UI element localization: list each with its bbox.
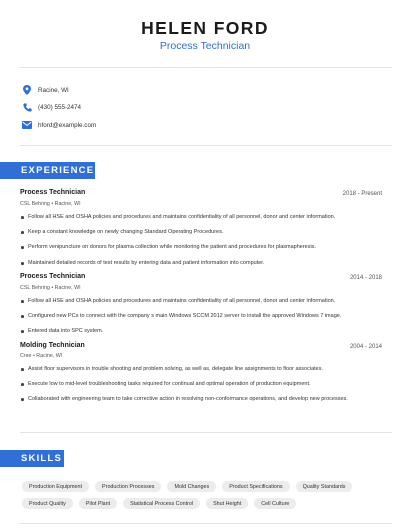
email-icon <box>22 120 32 130</box>
job-2-bullet-text: Follow all HSE and OSHA policies and procedures and maintains confidentiality of all personnel, donor and center information. <box>28 298 336 304</box>
job-2-location: Racine, WI <box>54 285 81 291</box>
job-2-bullet-text: Configured new PCs to connect with the company s main Windows SCCM 2012 server to install the approved Windows 7 image. <box>28 313 342 319</box>
job-2-company: CSL Behring <box>20 285 50 291</box>
divider <box>20 145 392 146</box>
skill-chip: Production Processes <box>95 481 161 492</box>
skill-chip: Mold Changes <box>167 481 216 492</box>
skills-heading: SKILLS <box>0 450 64 467</box>
skill-chip: Product Specifications <box>222 481 289 492</box>
bullet-dot <box>21 368 24 371</box>
job-1-bullet <box>20 213 360 222</box>
divider <box>20 432 392 433</box>
location-pin-icon <box>22 85 32 95</box>
job-3-location: Racine, WI <box>36 353 63 359</box>
contact-phone <box>22 101 81 113</box>
job-3-bullet <box>20 380 360 389</box>
skills-list <box>22 481 397 509</box>
candidate-name: HELEN FORD <box>141 18 269 38</box>
job-3-title: Molding Technician <box>20 342 85 349</box>
bullet-dot <box>21 246 24 249</box>
job-2-bullet <box>20 297 360 306</box>
job-2-bullet <box>20 327 360 336</box>
job-2-company-line: CSL Behring • Racine, WI <box>20 285 81 291</box>
phone-icon <box>22 102 32 112</box>
job-1-bullet <box>20 243 360 252</box>
skill-chip: Production Equipment <box>22 481 89 492</box>
job-3-dates: 2004 - 2014 <box>349 344 382 350</box>
contact-phone-text[interactable]: (430) 555-2474 <box>38 103 82 111</box>
job-2-bullet-text: Entered data into SPC system. <box>28 328 104 334</box>
bullet-dot <box>21 262 24 265</box>
bullet-dot <box>21 383 24 386</box>
job-3-company-line: Cree • Racine, WI <box>20 353 63 359</box>
job-1-company-line: CSL Behring • Racine, WI <box>20 201 81 207</box>
job-1-bullet <box>20 228 360 237</box>
job-1-title: Process Technician <box>20 189 86 196</box>
job-2-dates: 2014 - 2018 <box>349 275 382 281</box>
contact-location-text: Racine, WI <box>38 86 69 94</box>
job-title-headline: Process Technician <box>159 40 251 52</box>
skill-chip: Statistical Process Control <box>123 498 200 509</box>
job-1-dates: 2018 - Present <box>342 191 382 197</box>
bullet-dot <box>21 216 24 219</box>
job-3-bullet <box>20 395 360 404</box>
skill-chip: Product Quality <box>22 498 73 509</box>
divider <box>20 67 392 68</box>
bullet-dot <box>21 231 24 234</box>
job-3-bullet-text: Assist floor supervisors in trouble shooting and problem solving, as well as, delegate line assignments to floor associates. <box>28 366 324 372</box>
experience-heading: EXPERIENCE <box>0 162 95 179</box>
skill-chip: Shut Height <box>206 498 248 509</box>
job-3-bullet <box>20 365 360 374</box>
skill-chip: Cell Culture <box>254 498 296 509</box>
job-2-title: Process Technician <box>20 273 86 280</box>
job-3-bullet-text: Execute low to mid-level troubleshooting tasks required for continual and optimal operation of production equipment. <box>28 381 311 387</box>
skill-chip: Quality Standards <box>296 481 353 492</box>
job-3-company: Cree <box>20 353 32 359</box>
contact-email <box>22 119 96 131</box>
skill-chip: Pilot Plant <box>79 498 117 509</box>
job-1-bullet-text: Perform venipuncture on donors for plasma collection while monitoring the patient and procedures for plasmapheresis. <box>28 244 316 250</box>
bullet-dot <box>21 330 24 333</box>
job-1-bullet-text: Keep a constant knowledge on newly changing Standard Operating Procedures. <box>28 229 224 235</box>
bullet-dot <box>21 315 24 318</box>
contact-location <box>22 84 69 96</box>
contact-email-text[interactable]: hford@example.com <box>38 121 97 129</box>
bullet-dot <box>21 300 24 303</box>
job-2-bullet <box>20 312 360 321</box>
job-1-bullet-text: Follow all HSE and OSHA policies and procedures and maintains confidentiality of all personnel, donor and center information. <box>28 214 336 220</box>
divider <box>20 523 392 524</box>
bullet-dot <box>21 398 24 401</box>
job-3-bullet-text: Collaborated with engineering team to take corrective action in resolving non-conformance operations, and develop new processes. <box>28 396 348 402</box>
job-1-bullet-text: Maintained detailed records of test results by entering data and patient information into computer. <box>28 260 265 266</box>
job-1-bullet <box>20 259 360 268</box>
job-1-location: Racine, WI <box>54 201 81 207</box>
job-1-company: CSL Behring <box>20 201 50 207</box>
